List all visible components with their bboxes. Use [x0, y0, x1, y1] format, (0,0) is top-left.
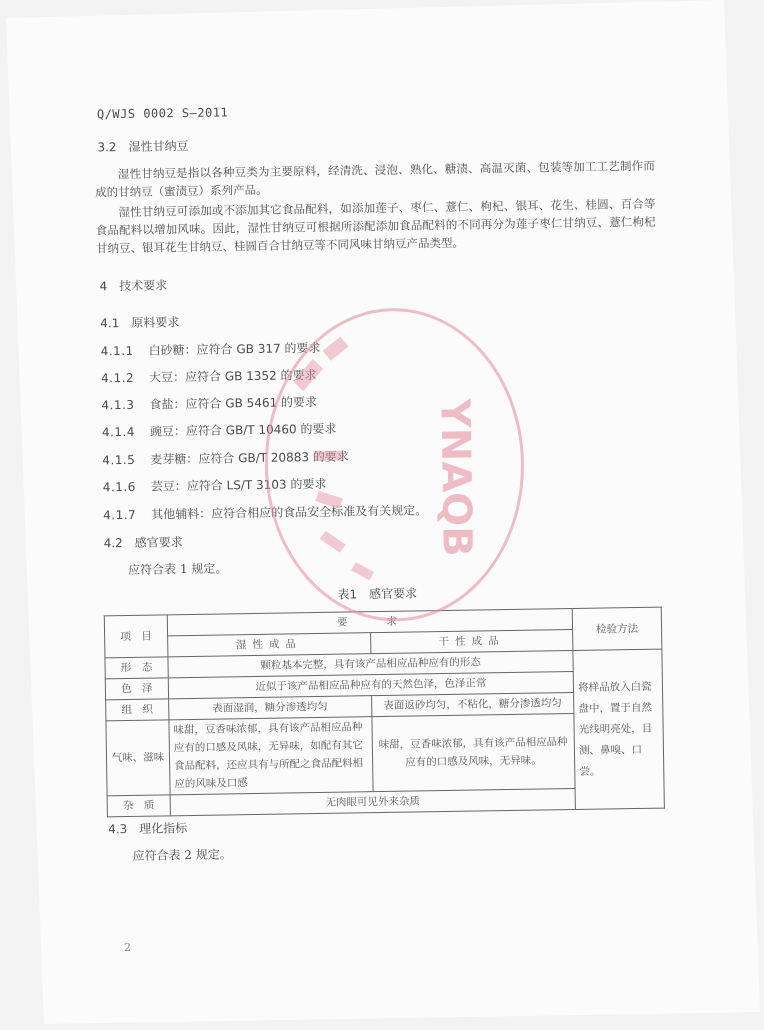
requirement-text: 大豆：应符合 GB 1352 的要求: [148, 367, 317, 385]
row-item: 气味、滋味: [106, 720, 170, 796]
requirement-4-1-2: [101, 368, 317, 385]
requirement-text: 食盐：应符合 GB 5461 的要求: [149, 394, 318, 412]
requirement-4-1-1: [101, 341, 321, 358]
row-dry-requirement: 表面返砂均匀，不粘化，糖分渗透均匀: [371, 692, 574, 716]
requirement-text: 其他辅料：应符合相应的食品安全标准及有关规定。: [151, 503, 428, 522]
row-item: 组 织: [106, 699, 169, 721]
requirement-number: 4.1.6: [102, 479, 136, 495]
section-4-3-title: 4.3 理化指标: [108, 821, 188, 837]
row-wet-requirement: 味甜，豆香味浓郁，具有该产品相应品种应有的口感及风味，无异味，如配有其它食品配料，还应具有与所配之食品配料相应的风味及口感: [169, 717, 373, 795]
requirement-4-1-4: [102, 422, 337, 440]
standard-code: Q/WJS 0002 S—2011: [96, 105, 229, 122]
section-3-2-paragraph-1: 湿性甘纳豆是指以各种豆类为主要原料，经清洗、浸泡、熟化、糖渍、高温灭菌、包装等加工工艺制作而成的甘纳豆（蜜渍豆）系列产品。: [95, 158, 655, 200]
header-wet-product: 湿性成品: [168, 633, 371, 657]
stamp-text: YNAQB: [431, 398, 480, 558]
requirement-text: 白砂糖：应符合 GB 317 的要求: [148, 340, 321, 358]
table-1-caption: 表1 感官要求: [337, 586, 418, 602]
requirement-4-1-5: [102, 449, 349, 467]
requirement-text: 麦芽糖：应符合 GB/T 20883 的要求: [150, 449, 349, 467]
requirement-number: 4.1.3: [101, 397, 135, 413]
sensory-requirements-table: [104, 607, 665, 818]
requirement-number: 4.1.5: [102, 452, 136, 468]
row-requirement: 近似于该产品相应品种应有的天然色泽，色泽正常: [168, 671, 573, 698]
requirement-text: 芸豆：应符合 LS/T 3103 的要求: [150, 476, 327, 494]
row-dry-requirement: 味甜，豆香味浓郁，具有该产品相应品种应有的口感及风味，无异味。: [371, 713, 575, 791]
row-item: 色 泽: [105, 678, 168, 700]
section-4-1-title: 4.1 原料要求: [100, 315, 180, 331]
requirement-4-1-6: [103, 477, 327, 495]
row-item: 杂 质: [107, 795, 170, 817]
requirement-4-1-7: [103, 503, 427, 522]
section-4-2-body: 应符合表 1 规定。: [127, 561, 228, 577]
header-requirements: 要 求: [167, 608, 572, 635]
section-3-2-title: 3.2 湿性甘纳豆: [97, 138, 189, 155]
requirement-number: 4.1.4: [101, 424, 136, 440]
requirement-number: 4.1.2: [100, 370, 135, 386]
row-item: 形 态: [105, 657, 168, 679]
row-wet-requirement: 表面湿润，糖分渗透均匀: [169, 696, 372, 720]
header-dry-product: 干性成品: [370, 629, 573, 653]
requirement-text: 豌豆：应符合 GB/T 10460 的要求: [149, 421, 337, 439]
requirement-4-1-3: [101, 395, 317, 412]
requirement-number: 4.1.1: [100, 343, 134, 359]
row-requirement: 颗粒基本完整，具有该产品相应品种应有的形态: [168, 650, 573, 677]
requirement-number: 4.1.7: [103, 507, 137, 523]
section-4-title: 4 技术要求: [99, 278, 168, 294]
page-number: 2: [123, 940, 132, 955]
row-requirement: 无肉眼可见外来杂质: [170, 788, 575, 815]
test-method-cell: 将样品放入白瓷盘中，置于自然光线明亮处，目测、鼻嗅、口尝。: [573, 649, 664, 809]
section-3-2-paragraph-2: 湿性甘纳豆可添加或不添加其它食品配料，如添加莲子、枣仁、薏仁、枸杞、银耳、花生、桂圆、百合等食品配料以增加风味。因此，湿性甘纳豆可根据所添配添加食品配料的不同再分为莲子枣仁甘纳豆、薏仁枸杞甘纳豆、银耳花生甘纳豆、桂圆百合甘纳豆等不同风味甘纳豆产品类型。: [95, 196, 656, 256]
section-4-2-title: 4.2 感官要求: [103, 535, 183, 551]
header-item: 项 目: [104, 615, 168, 658]
header-test-method: 检验方法: [572, 607, 662, 650]
section-4-3-body: 应符合表 2 规定。: [132, 847, 232, 863]
